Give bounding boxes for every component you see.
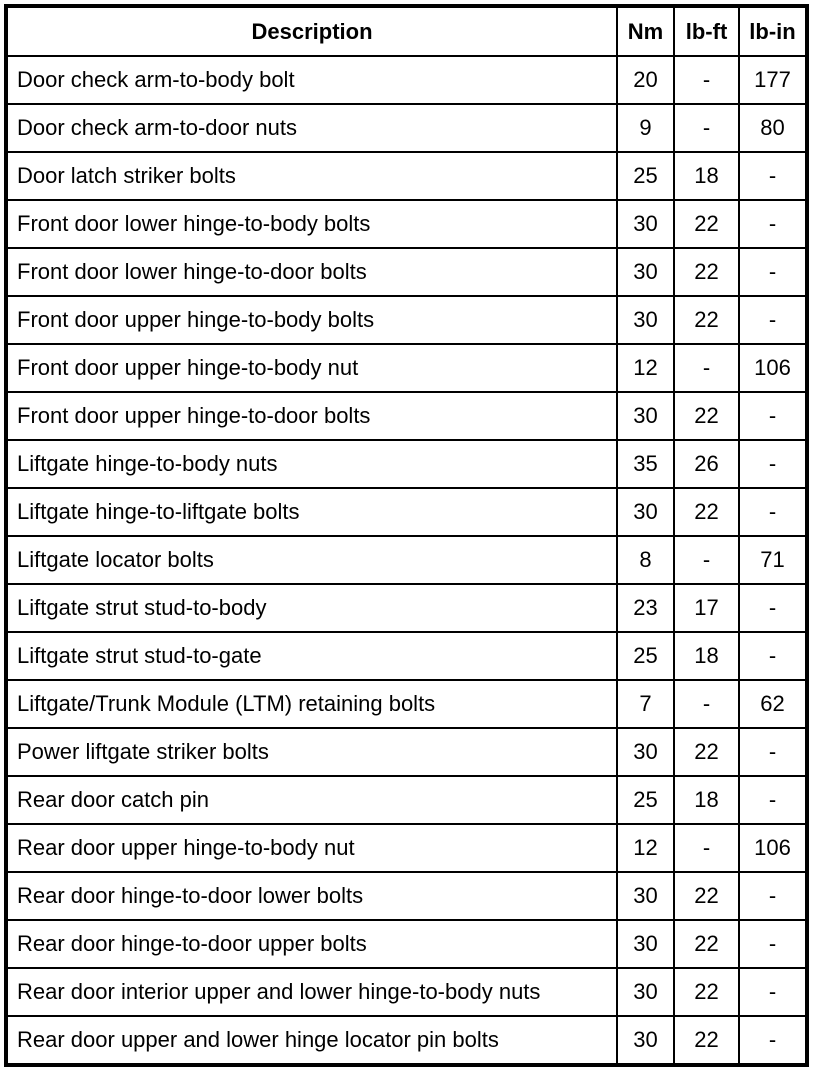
cell-description: Liftgate strut stud-to-body xyxy=(6,584,617,632)
cell-lbft: 18 xyxy=(674,776,739,824)
cell-lbft: 22 xyxy=(674,1016,739,1065)
table-row xyxy=(6,440,807,488)
cell-description: Liftgate hinge-to-body nuts xyxy=(6,440,617,488)
cell-nm: 7 xyxy=(617,680,674,728)
cell-lbft: 22 xyxy=(674,392,739,440)
cell-nm: 25 xyxy=(617,632,674,680)
cell-nm: 12 xyxy=(617,824,674,872)
table-row xyxy=(6,296,807,344)
cell-lbin: - xyxy=(739,872,807,920)
cell-nm: 30 xyxy=(617,1016,674,1065)
cell-description: Rear door upper hinge-to-body nut xyxy=(6,824,617,872)
cell-description: Front door lower hinge-to-body bolts xyxy=(6,200,617,248)
cell-lbin: - xyxy=(739,248,807,296)
cell-nm: 30 xyxy=(617,296,674,344)
table-body xyxy=(6,56,807,1065)
table-row xyxy=(6,152,807,200)
cell-lbft: - xyxy=(674,536,739,584)
cell-lbft: 22 xyxy=(674,728,739,776)
cell-lbft: - xyxy=(674,824,739,872)
cell-lbin: - xyxy=(739,200,807,248)
cell-nm: 35 xyxy=(617,440,674,488)
cell-description: Liftgate/Trunk Module (LTM) retaining bolts xyxy=(6,680,617,728)
cell-description: Door check arm-to-door nuts xyxy=(6,104,617,152)
cell-description: Front door upper hinge-to-door bolts xyxy=(6,392,617,440)
cell-lbft: 22 xyxy=(674,968,739,1016)
cell-lbin: 62 xyxy=(739,680,807,728)
cell-nm: 30 xyxy=(617,968,674,1016)
table-row xyxy=(6,488,807,536)
header-lbft: lb-ft xyxy=(674,6,739,56)
cell-lbin: - xyxy=(739,296,807,344)
cell-description: Liftgate hinge-to-liftgate bolts xyxy=(6,488,617,536)
cell-lbft: 22 xyxy=(674,872,739,920)
cell-lbin: 80 xyxy=(739,104,807,152)
cell-lbft: - xyxy=(674,344,739,392)
cell-lbin: - xyxy=(739,632,807,680)
header-nm: Nm xyxy=(617,6,674,56)
table-row xyxy=(6,968,807,1016)
table-header xyxy=(6,6,807,56)
cell-lbin: - xyxy=(739,728,807,776)
cell-lbin: - xyxy=(739,488,807,536)
table-row xyxy=(6,200,807,248)
cell-lbft: 26 xyxy=(674,440,739,488)
table-row xyxy=(6,1016,807,1065)
cell-lbft: - xyxy=(674,56,739,104)
cell-nm: 30 xyxy=(617,200,674,248)
cell-lbft: - xyxy=(674,680,739,728)
cell-lbin: - xyxy=(739,920,807,968)
cell-nm: 20 xyxy=(617,56,674,104)
cell-lbin: - xyxy=(739,968,807,1016)
cell-description: Front door upper hinge-to-body nut xyxy=(6,344,617,392)
cell-description: Rear door hinge-to-door upper bolts xyxy=(6,920,617,968)
cell-nm: 23 xyxy=(617,584,674,632)
cell-nm: 12 xyxy=(617,344,674,392)
table-row xyxy=(6,584,807,632)
cell-description: Liftgate strut stud-to-gate xyxy=(6,632,617,680)
cell-lbin: - xyxy=(739,1016,807,1065)
cell-lbft: 22 xyxy=(674,920,739,968)
table-row xyxy=(6,344,807,392)
table-row xyxy=(6,824,807,872)
cell-nm: 30 xyxy=(617,248,674,296)
cell-lbft: 18 xyxy=(674,632,739,680)
cell-lbft: - xyxy=(674,104,739,152)
table-row xyxy=(6,632,807,680)
table-row xyxy=(6,536,807,584)
cell-lbin: - xyxy=(739,152,807,200)
cell-description: Door latch striker bolts xyxy=(6,152,617,200)
table-row xyxy=(6,680,807,728)
torque-specifications-table xyxy=(4,4,809,1067)
cell-lbin: - xyxy=(739,440,807,488)
cell-description: Liftgate locator bolts xyxy=(6,536,617,584)
cell-nm: 30 xyxy=(617,872,674,920)
cell-description: Rear door upper and lower hinge locator pin bolts xyxy=(6,1016,617,1065)
table-row xyxy=(6,392,807,440)
table-row xyxy=(6,776,807,824)
cell-description: Rear door hinge-to-door lower bolts xyxy=(6,872,617,920)
cell-lbft: 22 xyxy=(674,296,739,344)
cell-lbin: - xyxy=(739,584,807,632)
cell-description: Rear door interior upper and lower hinge-to-body nuts xyxy=(6,968,617,1016)
table-row xyxy=(6,56,807,104)
cell-lbft: 22 xyxy=(674,248,739,296)
cell-lbft: 22 xyxy=(674,488,739,536)
header-lbin: lb-in xyxy=(739,6,807,56)
cell-lbin: 71 xyxy=(739,536,807,584)
table-row xyxy=(6,920,807,968)
cell-description: Front door upper hinge-to-body bolts xyxy=(6,296,617,344)
header-row xyxy=(6,6,807,56)
cell-lbft: 22 xyxy=(674,200,739,248)
cell-nm: 25 xyxy=(617,776,674,824)
cell-lbin: - xyxy=(739,392,807,440)
cell-lbft: 17 xyxy=(674,584,739,632)
cell-description: Front door lower hinge-to-door bolts xyxy=(6,248,617,296)
cell-lbin: 106 xyxy=(739,344,807,392)
table-row xyxy=(6,248,807,296)
cell-lbin: 106 xyxy=(739,824,807,872)
cell-nm: 30 xyxy=(617,728,674,776)
cell-lbin: 177 xyxy=(739,56,807,104)
cell-description: Power liftgate striker bolts xyxy=(6,728,617,776)
cell-nm: 8 xyxy=(617,536,674,584)
table-row xyxy=(6,728,807,776)
cell-description: Rear door catch pin xyxy=(6,776,617,824)
cell-nm: 30 xyxy=(617,920,674,968)
cell-nm: 30 xyxy=(617,392,674,440)
cell-description: Door check arm-to-body bolt xyxy=(6,56,617,104)
table-row xyxy=(6,872,807,920)
cell-lbin: - xyxy=(739,776,807,824)
cell-lbft: 18 xyxy=(674,152,739,200)
table-row xyxy=(6,104,807,152)
header-description: Description xyxy=(6,6,617,56)
cell-nm: 9 xyxy=(617,104,674,152)
cell-nm: 25 xyxy=(617,152,674,200)
cell-nm: 30 xyxy=(617,488,674,536)
